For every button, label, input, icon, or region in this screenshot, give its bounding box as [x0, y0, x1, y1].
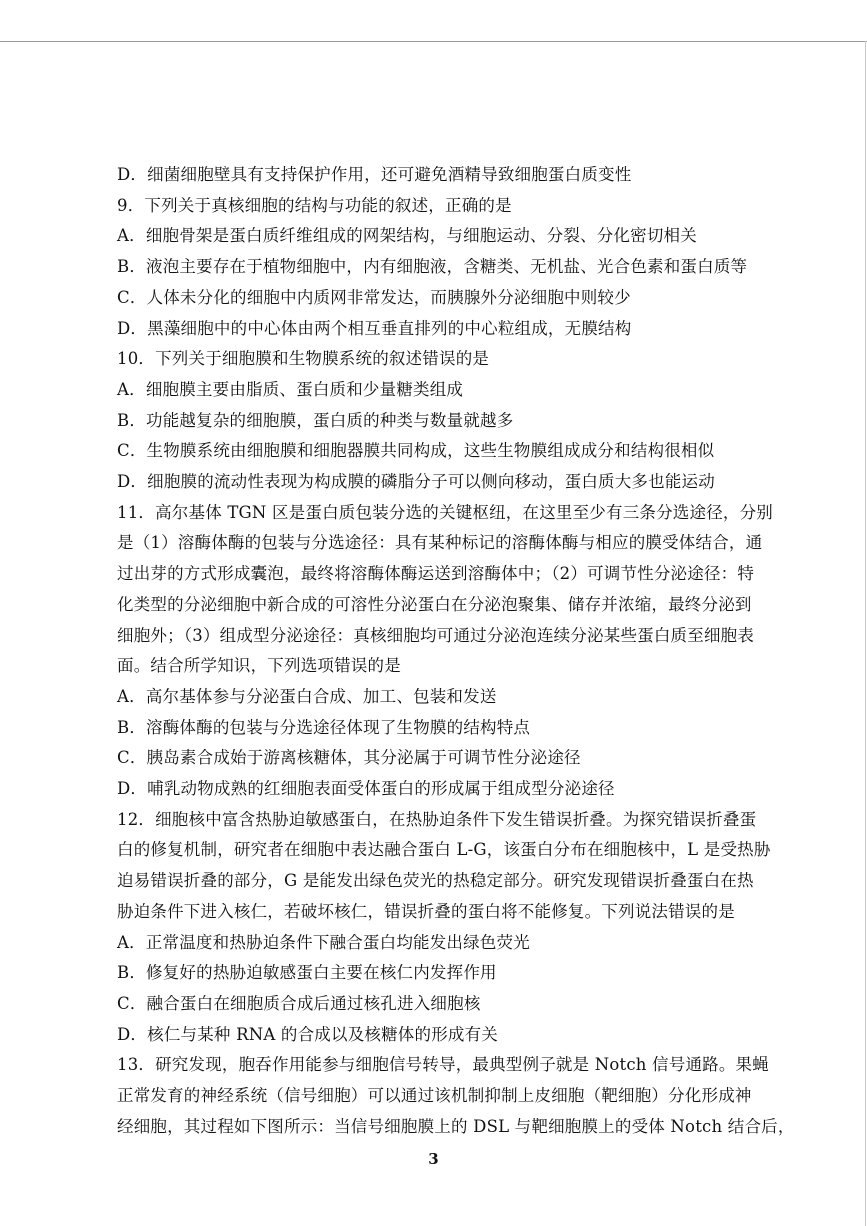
question-10-stem: 10．下列关于细胞膜和生物膜系统的叙述错误的是	[117, 349, 490, 369]
text-line: B．液泡主要存在于植物细胞中，内有细胞液，含糖类、无机盐、光合色素和蛋白质等	[117, 257, 748, 277]
text-line: 细胞外；（3）组成型分泌途径：真核细胞均可通过分泌泡连续分泌某些蛋白质至细胞表	[117, 625, 755, 645]
top-border-line	[0, 41, 867, 42]
text-line: D．细菌细胞壁具有支持保护作用，还可避免酒精导致细胞蛋白质变性	[117, 165, 632, 184]
right-border-line	[865, 41, 866, 1226]
document-body	[117, 160, 797, 1143]
text-line: D．细胞膜的流动性表现为构成膜的磷脂分子可以侧向移动，蛋白质大多也能运动	[117, 472, 715, 492]
page-number: 3	[428, 1150, 439, 1168]
text-line: 正常发育的神经系统（信号细胞）可以通过该机制抑制上皮细胞（靶细胞）分化形成神	[117, 1086, 752, 1106]
question-12-stem: 12．细胞核中富含热胁迫敏感蛋白，在热胁迫条件下发生错误折叠。为探究错误折叠蛋	[117, 809, 757, 829]
text-line: 迫易错误折叠的部分，G 是能发出绿色荧光的热稳定部分。研究发现错误折叠蛋白在热	[117, 871, 754, 891]
text-line: A．高尔基体参与分泌蛋白合成、加工、包装和发送	[117, 686, 497, 706]
text-line: C．生物膜系统由细胞膜和细胞器膜共同构成，这些生物膜组成成分和结构很相似	[117, 441, 715, 461]
text-line: C．胰岛素合成始于游离核糖体，其分泌属于可调节性分泌途径	[117, 748, 581, 768]
text-line: 过出芽的方式形成囊泡，最终将溶酶体酶运送到溶酶体中；（2）可调节性分泌途径：特	[117, 564, 755, 584]
text-line: 胁迫条件下进入核仁，若破坏核仁，错误折叠的蛋白将不能修复。下列说法错误的是	[117, 901, 735, 921]
question-11-stem: 11．高尔基体 TGN 区是蛋白质包装分选的关键枢纽，在这里至少有三条分选途径，分别	[117, 502, 774, 522]
text-line: B．功能越复杂的细胞膜，蛋白质的种类与数量就越多	[117, 410, 514, 430]
text-line: 经细胞，其过程如下图所示：当信号细胞膜上的 DSL 与靶细胞膜上的受体 Notch 结合后，	[117, 1116, 795, 1136]
question-13-stem: 13．研究发现，胞吞作用能参与细胞信号转导，最典型例子就是 Notch 信号通路。果蝇	[117, 1055, 769, 1075]
text-line: A．细胞膜主要由脂质、蛋白质和少量糖类组成	[117, 379, 464, 399]
question-9-stem: 9．下列关于真核细胞的结构与功能的叙述，正确的是	[117, 195, 512, 215]
text-line: D．黑藻细胞中的中心体由两个相互垂直排列的中心粒组成，无膜结构	[117, 318, 632, 338]
text-line: 白的修复机制，研究者在细胞中表达融合蛋白 L-G，该蛋白分布在细胞核中，L 是受热胁	[117, 840, 771, 860]
text-line: 面。结合所学知识，下列选项错误的是	[117, 656, 401, 676]
text-line: B．修复好的热胁迫敏感蛋白主要在核仁内发挥作用	[117, 963, 497, 983]
text-line: D．哺乳动物成熟的红细胞表面受体蛋白的形成属于组成型分泌途径	[117, 779, 615, 799]
text-line: C．融合蛋白在细胞质合成后通过核孔进入细胞核	[117, 993, 481, 1013]
text-line: 是（1）溶酶体酶的包装与分选途径：具有某种标记的溶酶体酶与相应的膜受体结合，通	[117, 533, 763, 553]
text-line: 化类型的分泌细胞中新合成的可溶性分泌蛋白在分泌泡聚集、储存并浓缩，最终分泌到	[117, 594, 752, 614]
text-line: C．人体未分化的细胞中内质网非常发达，而胰腺外分泌细胞中则较少	[117, 287, 631, 307]
text-line: D．核仁与某种 RNA 的合成以及核糖体的形成有关	[117, 1024, 498, 1044]
text-line: A．细胞骨架是蛋白质纤维组成的网架结构，与细胞运动、分裂、分化密切相关	[117, 226, 697, 246]
text-line: A．正常温度和热胁迫条件下融合蛋白均能发出绿色荧光	[117, 932, 530, 952]
text-line: B．溶酶体酶的包装与分选途径体现了生物膜的结构特点	[117, 717, 531, 737]
